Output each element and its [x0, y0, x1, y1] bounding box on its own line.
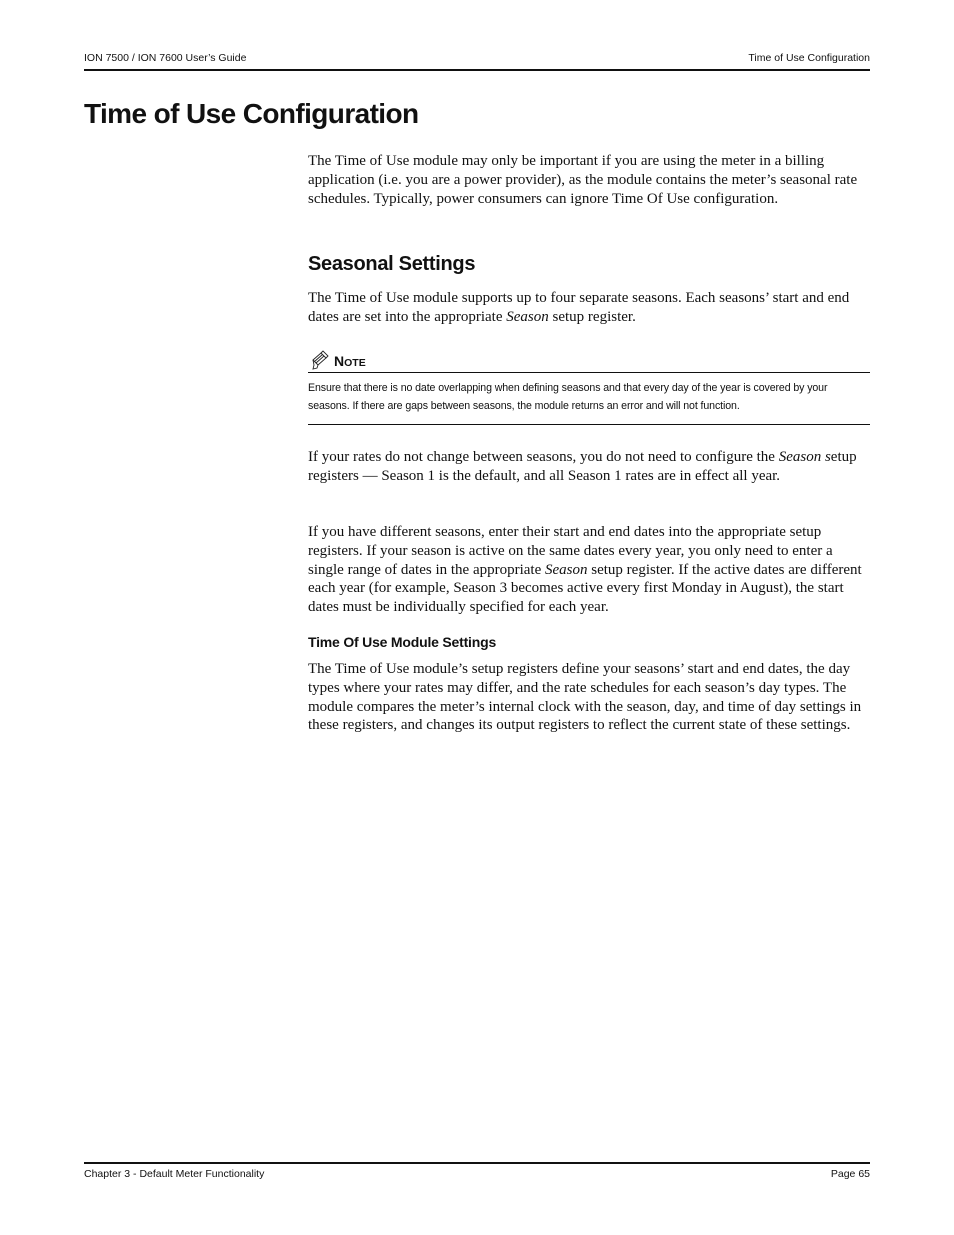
footer-chapter: Chapter 3 - Default Meter Functionality [84, 1168, 265, 1180]
intro-paragraph-block [308, 152, 870, 208]
note-header [308, 350, 870, 373]
p2-text-a: If your rates do not change between seasons, you do not need to configure the [308, 449, 779, 465]
module-settings-paragraph-block [308, 660, 870, 735]
p1-text-b: setup register. [548, 308, 636, 325]
module-settings-heading: Time Of Use Module Settings [308, 634, 497, 650]
footer-page-number: Page 65 [830, 1168, 870, 1180]
p3-italic-season: Season [545, 561, 588, 578]
module-settings-paragraph: The Time of Use module’s setup registers define your seasons’ start and end dates, the day types where your rates may differ, and the rate schedules for each season’s day types. The module compares the meter’s internal clock with the season, day, and time of day settings in these registers, and changes its output registers to reflect the current state of these settings. [308, 661, 862, 734]
note-label-rest: OTE [344, 357, 366, 369]
seasonal-paragraph-3 [308, 523, 870, 617]
seasonal-p1-block [308, 289, 870, 327]
header-rule [84, 69, 870, 71]
header-doc-title: ION 7500 / ION 7600 User’s Guide [84, 52, 247, 64]
p3-text-a: If you have different seasons, enter their start and end dates into the appropriate setup registers. If your season is active on the same dates every year, you only need to enter a single range of dates in the appropriate [308, 524, 833, 578]
page-title: Time of Use Configuration [84, 98, 419, 129]
p3-text-b: setup register. If the active dates are different each year (for example, Season 3 becomes active every first Monday in August), the start dates must be individually specified for each year. [308, 561, 862, 616]
module-settings-heading-block [308, 634, 870, 650]
note-bottom-rule [308, 424, 870, 425]
note-label [334, 353, 366, 369]
p2-italic-season: Season s [778, 449, 831, 465]
header-section-title: Time of Use Configuration [748, 52, 870, 64]
seasonal-p3-block [308, 523, 870, 617]
pencil-note-icon [310, 350, 330, 375]
p2-text-b: etup registers — Season 1 is the default, and all Season 1 rates are in effect all year. [308, 449, 857, 484]
p1-italic-season: Season [506, 308, 549, 325]
note-text: Ensure that there is no date overlapping when defining seasons and that every day of the year is covered by your seasons. If there are gaps between seasons, the module returns an error and will not function. [308, 382, 828, 412]
note-label-first: N [334, 353, 345, 369]
seasonal-p2-block [308, 448, 870, 486]
seasonal-paragraph-2 [308, 448, 870, 486]
footer-rule [84, 1162, 870, 1164]
p1-text-a: The Time of Use module supports up to four separate seasons. Each seasons’ start and end dates are set into the appropriate [308, 290, 850, 325]
intro-paragraph: The Time of Use module may only be important if you are using the meter in a billing application (i.e. you are a power provider), as the module contains the meter’s seasonal rate schedules. Typically, power consumers can ignore Time Of Use configuration. [308, 153, 858, 207]
seasonal-heading-block [308, 253, 870, 276]
seasonal-paragraph-1 [308, 289, 870, 327]
seasonal-settings-heading: Seasonal Settings [308, 253, 476, 275]
